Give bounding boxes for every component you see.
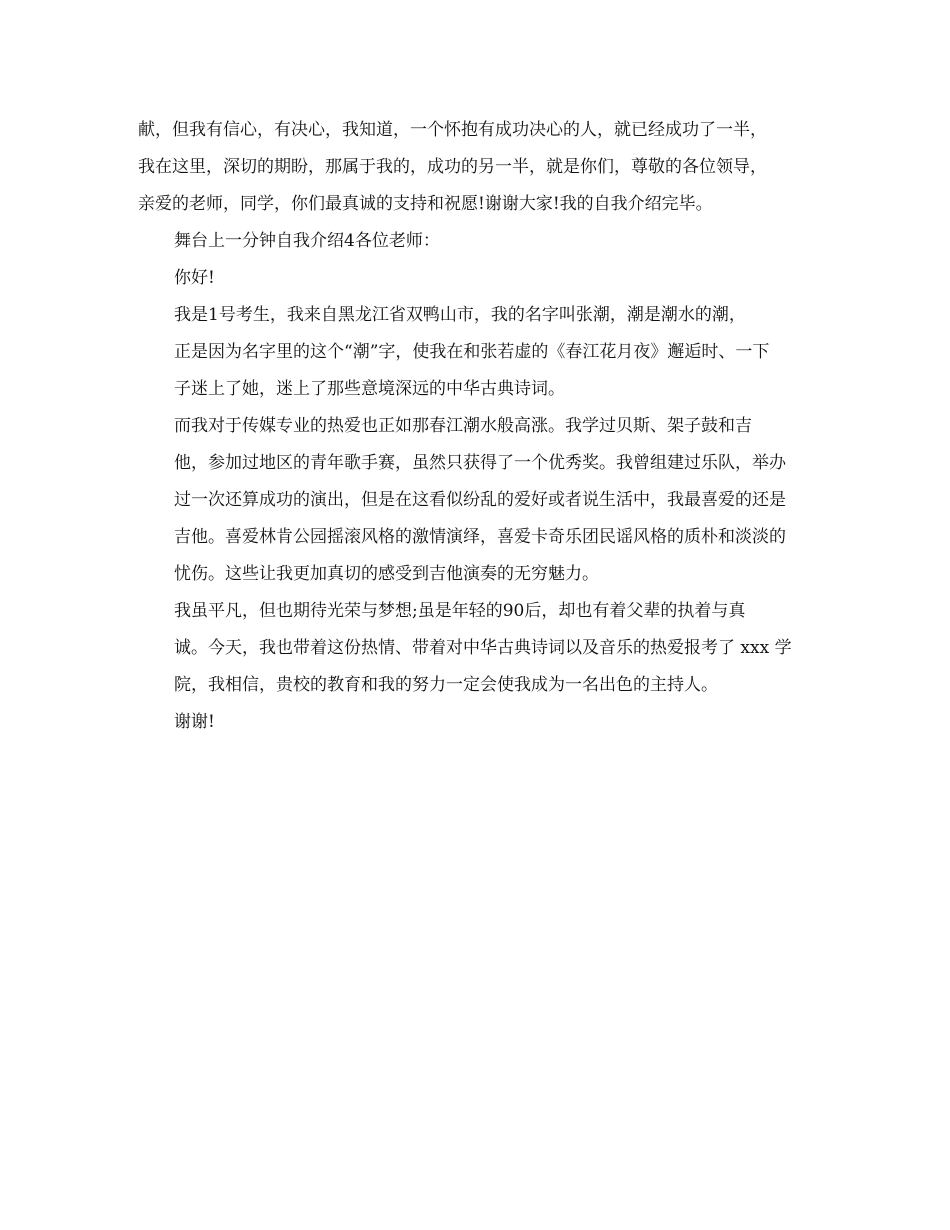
greeting-paragraph: [138, 260, 820, 297]
text-line: 我在这里，深切的期盼，那属于我的，成功的另一半，就是你们，尊敬的各位领导，: [138, 157, 767, 177]
paragraph-hobbies: [138, 408, 820, 593]
text-line: 舞台上一分钟自我介绍4各位老师：: [174, 231, 440, 251]
paragraph-thanks: [138, 704, 820, 741]
text-line: 子迷上了她，迷上了那些意境深远的中华古典诗词。: [174, 379, 565, 399]
section-heading: [138, 223, 820, 260]
text-line: 亲爱的老师，同学，你们最真诚的支持和祝愿!谢谢大家!我的自我介绍完毕。: [138, 194, 713, 214]
text-line: 献，但我有信心，有决心，我知道，一个怀抱有成功决心的人，就已经成功了一半，: [138, 120, 767, 140]
text-line: 谢谢!: [174, 712, 215, 732]
document-body: [138, 112, 820, 741]
text-line: 你好!: [174, 268, 215, 288]
paragraph-closing-remarks: [138, 112, 820, 223]
text-line: 过一次还算成功的演出，但是在这看似纷乱的爱好或者说生活中，我最喜爱的还是: [174, 490, 786, 510]
text-line: 他，参加过地区的青年歌手赛，虽然只获得了一个优秀奖。我曾组建过乐队，举办: [174, 453, 786, 473]
text-line: 正是因为名字里的这个“潮”字，使我在和张若虚的《春江花月夜》邂逅时、一下: [174, 342, 770, 362]
text-line: 院，我相信，贵校的教育和我的努力一定会使我成为一名出色的主持人。: [174, 675, 718, 695]
paragraph-aspirations: [138, 593, 820, 704]
paragraph-introduction: [138, 297, 820, 408]
text-line: 诚。今天，我也带着这份热情、带着对中华古典诗词以及音乐的热爱报考了 xxx 学: [174, 638, 792, 658]
text-line: 忧伤。这些让我更加真切的感受到吉他演奏的无穷魅力。: [174, 564, 599, 584]
text-line: 而我对于传媒专业的热爱也正如那春江潮水般高涨。我学过贝斯、架子鼓和吉: [174, 416, 752, 436]
text-line: 吉他。喜爱林肯公园摇滚风格的激情演绎，喜爱卡奇乐团民谣风格的质朴和淡淡的: [174, 527, 786, 547]
text-line: 我虽平凡，但也期待光荣与梦想;虽是年轻的90后，却也有着父辈的执着与真: [174, 601, 746, 621]
text-line: 我是1号考生，我来自黑龙江省双鸭山市，我的名字叫张潮，潮是潮水的潮，: [174, 305, 746, 325]
